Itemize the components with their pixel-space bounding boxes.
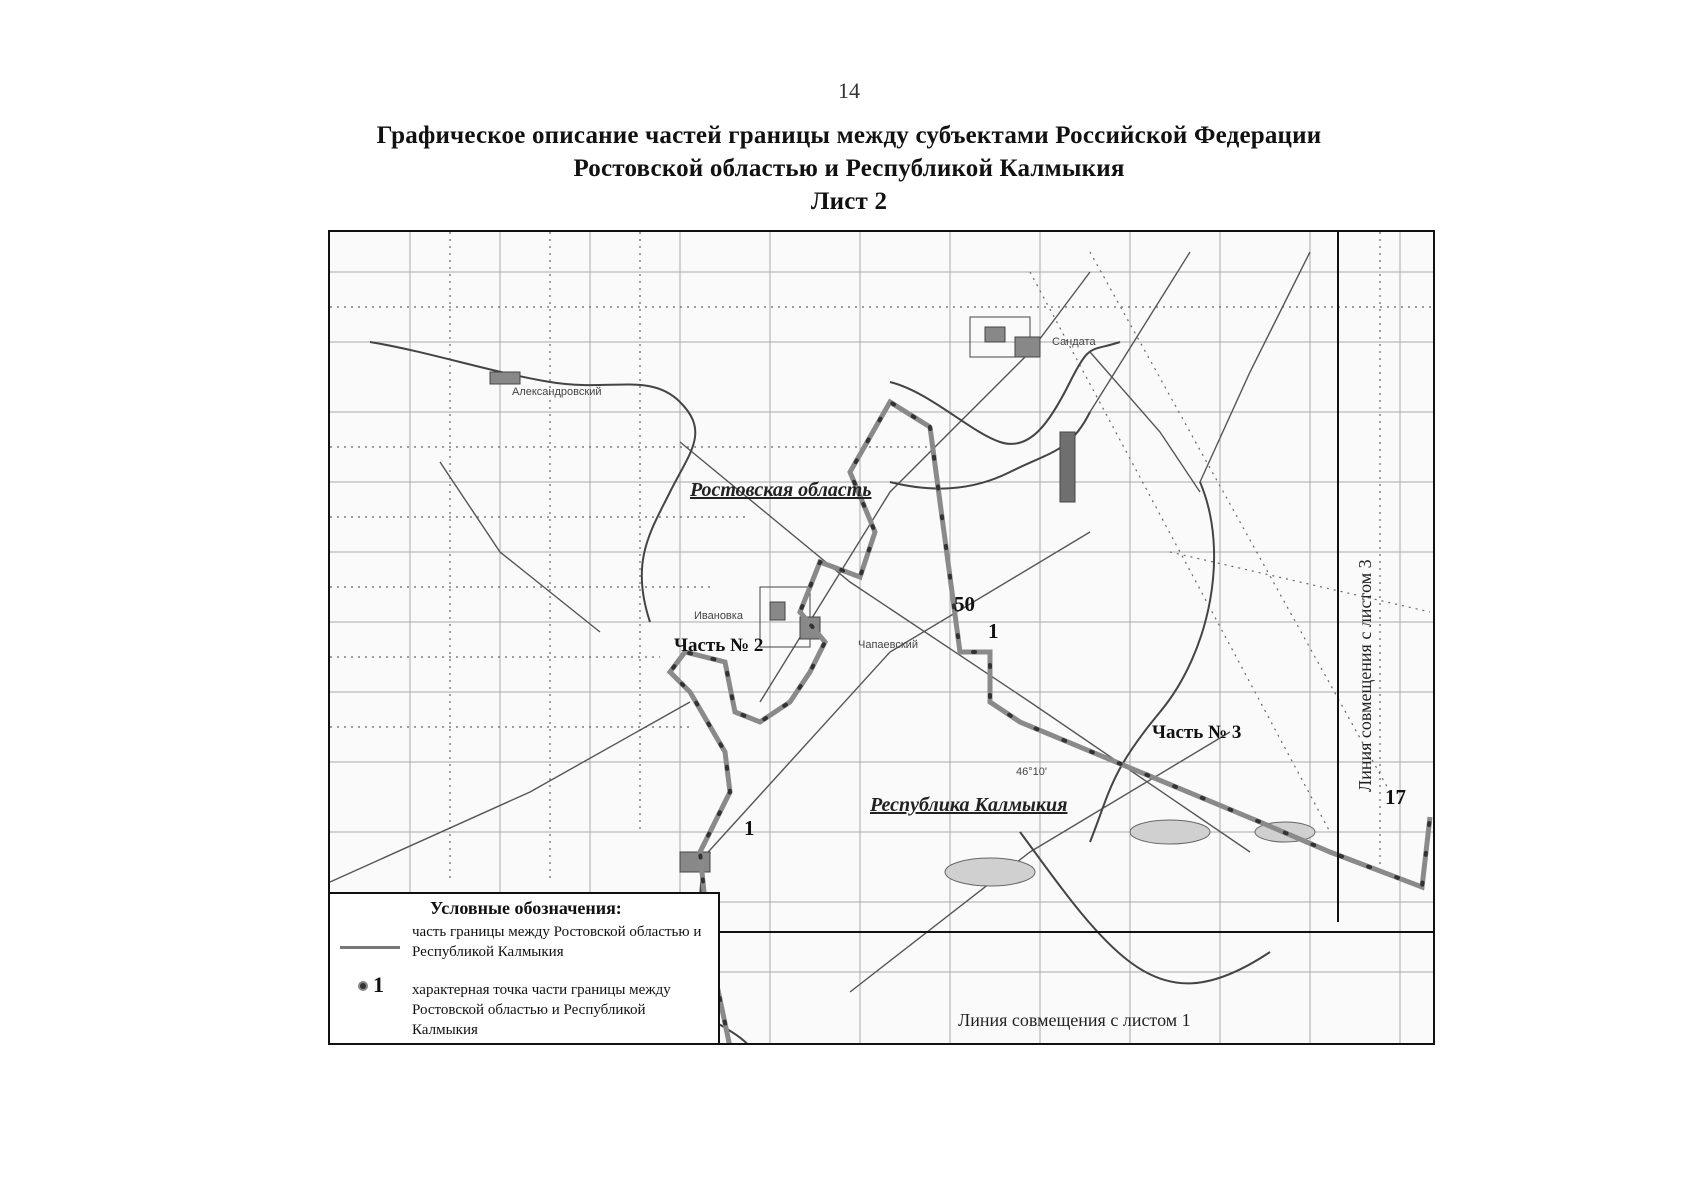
- legend-point-number: 1: [373, 972, 384, 997]
- region-label-rostov: Ростовская область: [690, 479, 872, 501]
- point-label-17: 17: [1385, 785, 1406, 809]
- map-legend: [330, 892, 720, 1045]
- coordinate-label: 46°10': [1016, 766, 1047, 778]
- part-2-label: Часть № 2: [674, 635, 764, 656]
- settlement-aleksandrovsky: Александровский: [512, 386, 602, 398]
- settlement-chapaevsky: Чапаевский: [858, 639, 918, 651]
- point-label-1-part-2: 1: [744, 816, 755, 840]
- page-title-line-1: Графическое описание частей границы между субъектами Российской Федерации: [376, 122, 1322, 149]
- settlement-sandata: Сандата: [1052, 336, 1096, 348]
- point-label-50: 50: [954, 592, 975, 616]
- legend-boundary-line-symbol: [340, 946, 400, 949]
- part-3-label: Часть № 3: [1152, 722, 1242, 743]
- legend-boundary-line-text: часть границы между Ростовской областью и Республикой Калмыкия: [412, 924, 702, 960]
- legend-point-text: характерная точка части границы между Ростовской областью и Республикой Калмыкия: [412, 982, 671, 1038]
- page-title-line-2: Ростовской областью и Республикой Калмыкия: [573, 155, 1125, 182]
- region-label-kalmykia: Республика Калмыкия: [870, 794, 1068, 816]
- field-dotted-lines: [330, 232, 1435, 882]
- legend-point-symbol: [360, 983, 366, 989]
- alignment-label-sheet-3: Линия совмещения с листом 3: [1355, 559, 1375, 792]
- settlements: [490, 317, 1075, 872]
- boundary-map: [328, 230, 1435, 1045]
- legend-title: Условные обозначения:: [430, 898, 622, 918]
- alignment-label-sheet-1: Линия совмещения с листом 1: [958, 1010, 1191, 1030]
- page-title-sheet: Лист 2: [810, 188, 888, 215]
- settlement-ivanovka: Ивановка: [694, 610, 743, 622]
- point-label-1-part-3: 1: [988, 619, 999, 643]
- page-number: 14: [838, 78, 860, 103]
